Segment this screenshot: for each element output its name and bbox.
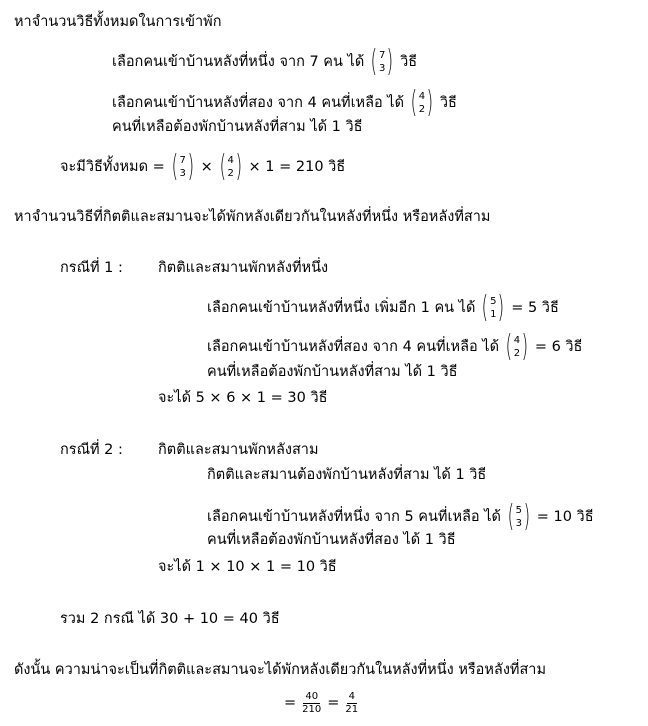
times-symbol: ×	[200, 159, 213, 175]
binomial-n: 5	[490, 296, 497, 307]
binomial	[169, 147, 197, 187]
right-paren: )	[386, 44, 394, 79]
left-paren: (	[482, 290, 489, 325]
case2-line3: คนที่เหลือต้องพักบ้านหลังที่สอง ได้ 1 วิธี	[207, 532, 456, 548]
case1-desc: กิตติและสมานพักหลังที่หนึ่ง	[158, 260, 329, 276]
binomial-k: 2	[227, 168, 234, 179]
case1-line2-text: เลือกคนเข้าบ้านหลังที่สอง จาก 4 คนที่เหลือ ได้	[207, 339, 499, 355]
case2-line2-text: เลือกคนเข้าบ้านหลังที่หนึ่ง จาก 5 คนที่เหลือ ได้	[207, 509, 501, 525]
s1-total	[60, 147, 345, 187]
s1-line1-tail: วิธี	[400, 54, 418, 70]
case1-line1-text: เลือกคนเข้าบ้านหลังที่หนึ่ง เพิ่มอีก 1 คน ได้	[207, 300, 476, 316]
case1-line1	[207, 288, 559, 328]
left-paren: (	[505, 329, 513, 364]
right-paren: )	[426, 85, 434, 120]
binomial	[479, 288, 507, 328]
left-paren: (	[370, 44, 378, 79]
binomial	[368, 42, 396, 82]
case1-label: กรณีที่ 1 :	[60, 260, 123, 276]
s1-line3: คนที่เหลือต้องพักบ้านหลังที่สาม ได้ 1 วิธี	[112, 119, 363, 135]
right-paren: )	[523, 499, 531, 534]
binomial-n: 4	[227, 155, 234, 166]
binomial-k: 3	[378, 63, 386, 74]
binomial-n: 5	[515, 505, 523, 516]
case1-result: จะได้ 5 × 6 × 1 = 30 วิธี	[158, 390, 328, 406]
binomial-n: 4	[513, 335, 521, 346]
case2-result: จะได้ 1 × 10 × 1 = 10 วิธี	[158, 559, 337, 575]
binomial-n: 4	[418, 91, 426, 102]
right-paren: )	[187, 149, 194, 184]
equals-sign: =	[284, 695, 297, 711]
left-paren: (	[410, 85, 418, 120]
right-paren: )	[498, 290, 505, 325]
binomial-n: 7	[378, 50, 386, 61]
s1-total-tail: × 1 = 210 วิธี	[248, 159, 346, 175]
case1-line3: คนที่เหลือต้องพักบ้านหลังที่สาม ได้ 1 วิธี	[207, 364, 458, 380]
left-paren: (	[507, 499, 515, 534]
fraction-numerator: 40	[305, 690, 319, 702]
case2-desc: กิตติและสมานพักหลังสาม	[158, 442, 319, 458]
s1-line1	[112, 42, 417, 82]
binomial-k: 2	[418, 104, 426, 115]
fraction-denominator: 21	[345, 703, 359, 715]
left-paren: (	[219, 149, 226, 184]
binomial	[505, 497, 533, 537]
s1-line1-text: เลือกคนเข้าบ้านหลังที่หนึ่ง จาก 7 คน ได้	[112, 54, 365, 70]
case2-label: กรณีที่ 2 :	[60, 442, 123, 458]
case1-line2-tail: = 6 วิธี	[534, 339, 583, 355]
binomial-k: 3	[515, 518, 523, 529]
probability-result	[284, 688, 364, 718]
fraction-denominator: 210	[302, 703, 322, 715]
case1-line2	[207, 327, 582, 367]
sum-line: รวม 2 กรณี ได้ 30 + 10 = 40 วิธี	[60, 611, 280, 627]
section2-title: หาจำนวนวิธีที่กิตติและสมานจะได้พักหลังเดียวกันในหลังที่หนึ่ง หรือหลังที่สาม	[14, 209, 491, 225]
right-paren: )	[235, 149, 242, 184]
binomial	[408, 83, 436, 123]
left-paren: (	[171, 149, 178, 184]
s1-line2-text: เลือกคนเข้าบ้านหลังที่สอง จาก 4 คนที่เหลือ ได้	[112, 95, 404, 111]
section1-title: หาจำนวนวิธีทั้งหมดในการเข้าพัก	[14, 14, 222, 30]
binomial	[503, 327, 531, 367]
equals-sign: =	[327, 695, 340, 711]
case1-line1-tail: = 5 วิธี	[511, 300, 559, 316]
binomial-k: 1	[490, 309, 497, 320]
s1-line2-tail: วิธี	[439, 95, 457, 111]
fraction-numerator: 4	[348, 690, 355, 702]
case2-line2-tail: = 10 วิธี	[536, 509, 594, 525]
fraction	[343, 691, 360, 716]
binomial-n: 7	[179, 155, 186, 166]
binomial-k: 2	[513, 348, 521, 359]
binomial	[217, 147, 245, 187]
case2-line1: กิตติและสมานต้องพักบ้านหลังที่สาม ได้ 1 วิธี	[207, 467, 487, 483]
binomial-k: 3	[179, 168, 186, 179]
right-paren: )	[521, 329, 529, 364]
fraction	[300, 691, 323, 716]
conclusion-line: ดังนั้น ความน่าจะเป็นที่กิตติและสมานจะได้พักหลังเดียวกันในหลังที่หนึ่ง หรือหลังที่สาม	[14, 662, 547, 678]
s1-total-prefix: จะมีวิธีทั้งหมด =	[60, 159, 165, 175]
